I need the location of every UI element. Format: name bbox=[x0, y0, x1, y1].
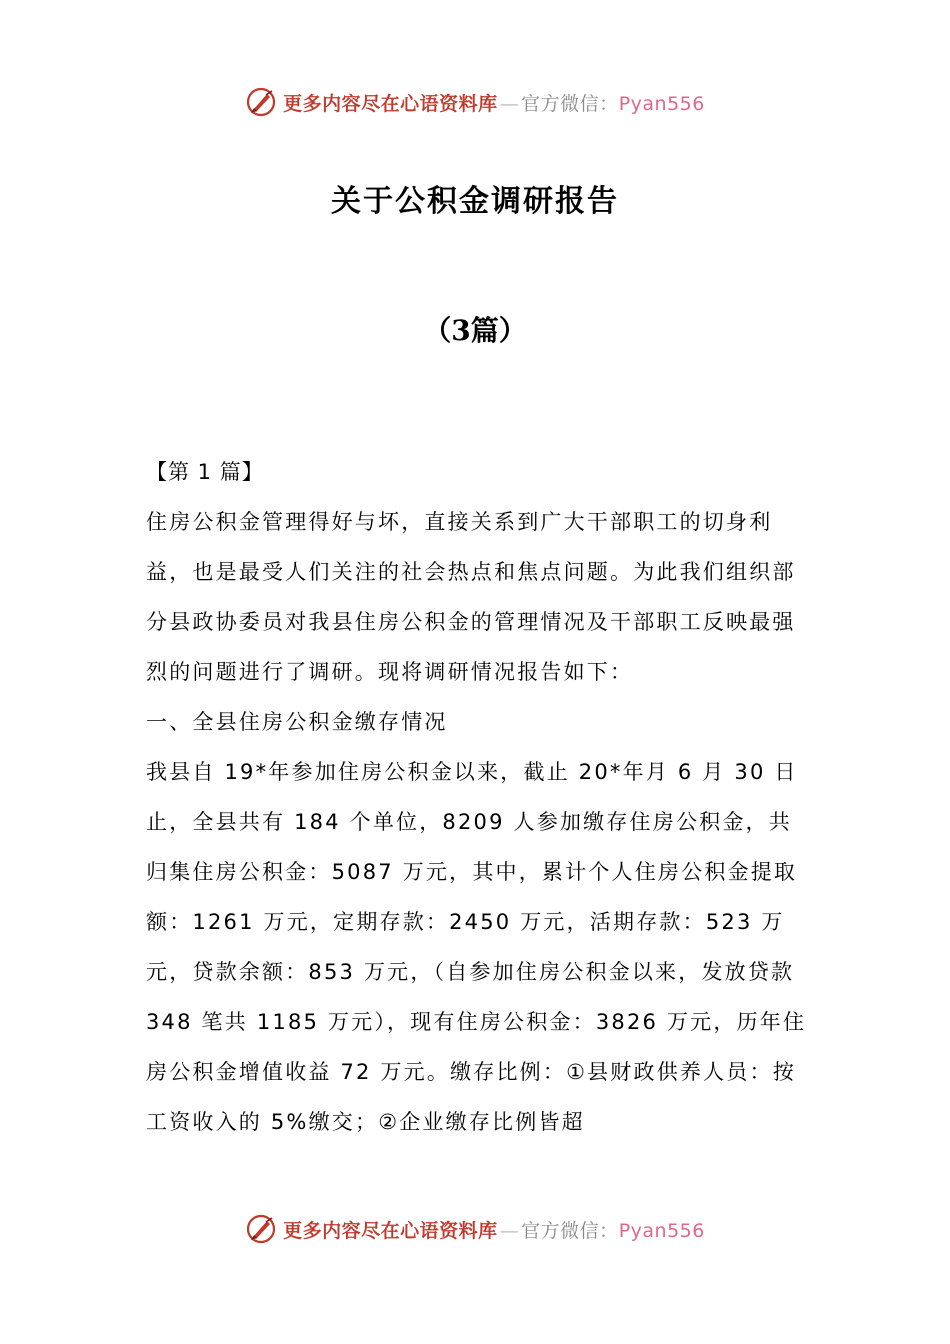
banner-separator: — bbox=[499, 92, 520, 115]
header-banner bbox=[0, 84, 950, 120]
paragraph-intro: 住房公积金管理得好与坏，直接关系到广大干部职工的切身利益，也是最受人们关注的社会热点和焦点问题。为此我们组织部分县政协委员对我县住房公积金的管理情况及干部职工反映最强烈的问题进行了调研。现将调研情况报告如下： bbox=[146, 510, 796, 684]
quill-pen-icon bbox=[245, 86, 277, 118]
footer-wechat-label: 官方微信： bbox=[521, 1219, 619, 1242]
banner-wechat-label: 官方微信： bbox=[521, 92, 619, 115]
footer-wechat-id: Pyan556 bbox=[618, 1219, 705, 1242]
page-subtitle: （3篇） bbox=[423, 314, 527, 347]
footer-brand: 更多内容尽在心语资料库 bbox=[283, 1219, 498, 1242]
document-body bbox=[146, 447, 810, 1147]
paragraph-details: 我县自 19*年参加住房公积金以来，截止 20*年月 6 月 30 日止，全县共有 184 个单位，8209 人参加缴存住房公积金，共归集住房公积金：5087 万元，其中，累计个人住房公积金提取额：1261 万元，定期存款：2450 万元，活期存款：523 万元，贷款余额：853 万元，（自参加住房公积金以来，发放贷款 348 笔共 1185 万元），现有住房公积金：3826 万元，历年住房公积金增值收益 72 万元。缴存比例：①县财政供养人员：按工资收入的 5%缴交；②企业缴存比例皆超 bbox=[146, 760, 807, 1134]
footer-banner-text bbox=[283, 1216, 705, 1243]
quill-pen-icon bbox=[245, 1213, 277, 1245]
section-heading: 一、全县住房公积金缴存情况 bbox=[146, 710, 448, 734]
page-title: 关于公积金调研报告 bbox=[331, 184, 619, 219]
footer-banner bbox=[0, 1211, 950, 1247]
section-label: 【第 1 篇】 bbox=[146, 460, 264, 484]
banner-wechat-id: Pyan556 bbox=[618, 92, 705, 115]
banner-text bbox=[283, 89, 705, 116]
banner-brand: 更多内容尽在心语资料库 bbox=[283, 92, 498, 115]
footer-separator: — bbox=[499, 1219, 520, 1242]
